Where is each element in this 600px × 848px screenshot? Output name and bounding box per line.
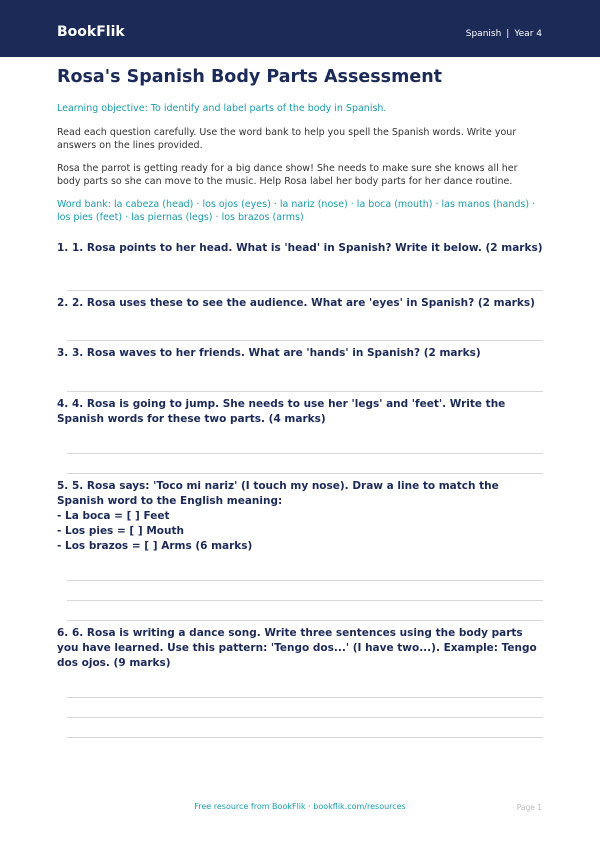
question-text: 4. 4. Rosa is going to jump. She needs to use her 'legs' and 'feet'. Write the Spanish words for these two parts. (4 marks) bbox=[57, 398, 506, 425]
answer-line[interactable] bbox=[67, 473, 543, 474]
word-bank: Word bank: la cabeza (head) · los ojos (eyes) · la nariz (nose) · la boca (mouth) · las manos (hands) · los pies (feet) · las piernas (legs) · los brazos (arms) bbox=[57, 199, 536, 223]
question-text: 2. 2. Rosa uses these to see the audience. What are 'eyes' in Spanish? (2 marks) bbox=[57, 297, 535, 309]
question-6 bbox=[57, 626, 543, 738]
answer-line[interactable] bbox=[67, 600, 543, 601]
answer-line[interactable] bbox=[67, 737, 543, 738]
page-title: Rosa's Spanish Body Parts Assessment bbox=[57, 67, 443, 87]
question-3 bbox=[57, 346, 543, 392]
answer-line[interactable] bbox=[67, 453, 543, 454]
question-text: 3. 3. Rosa waves to her friends. What are 'hands' in Spanish? (2 marks) bbox=[57, 347, 481, 359]
answer-line[interactable] bbox=[67, 580, 543, 581]
story-intro: Rosa the parrot is getting ready for a big dance show! She needs to make sure she knows all her body parts so she can move to the music. Help Rosa label her body parts for her dance routine. bbox=[57, 163, 518, 187]
page-header bbox=[0, 0, 600, 57]
subject-label: Spanish bbox=[465, 29, 502, 39]
answer-line[interactable] bbox=[67, 340, 543, 341]
year-label: Year 4 bbox=[514, 29, 542, 39]
answer-line[interactable] bbox=[67, 697, 543, 698]
learning-objective: Learning objective: To identify and label parts of the body in Spanish. bbox=[57, 103, 387, 114]
question-text: 6. 6. Rosa is writing a dance song. Write three sentences using the body parts you have learned. Use this pattern: 'Tengo dos...' (I have two...). Example: Tengo dos ojos. (9 marks) bbox=[57, 627, 537, 669]
question-4 bbox=[57, 397, 543, 474]
question-text: 5. 5. Rosa says: 'Toco mi nariz' (I touch my nose). Draw a line to match the Spanish word to the English meaning: - La boca = [ ] Feet - Los pies = [ ] Mouth - Los brazos = [ ] Arms (6 marks) bbox=[57, 480, 499, 552]
meta-separator: | bbox=[506, 29, 510, 39]
worksheet-content bbox=[57, 66, 543, 738]
brand-logo: BookFlik bbox=[57, 24, 125, 40]
answer-line[interactable] bbox=[67, 290, 543, 291]
instructions: Read each question carefully. Use the word bank to help you spell the Spanish words. Write your answers on the lines provided. bbox=[57, 127, 517, 151]
answer-line[interactable] bbox=[67, 620, 543, 621]
answer-line[interactable] bbox=[67, 391, 543, 392]
page-number: Page 1 bbox=[516, 803, 542, 812]
question-1 bbox=[57, 241, 543, 291]
subject-year-label bbox=[466, 29, 542, 39]
question-5 bbox=[57, 479, 543, 621]
answer-line[interactable] bbox=[67, 717, 543, 718]
footer-text: Free resource from BookFlik · bookflik.com/resources bbox=[194, 802, 406, 811]
question-2 bbox=[57, 296, 543, 341]
question-text: 1. 1. Rosa points to her head. What is 'head' in Spanish? Write it below. (2 marks) bbox=[57, 242, 543, 254]
